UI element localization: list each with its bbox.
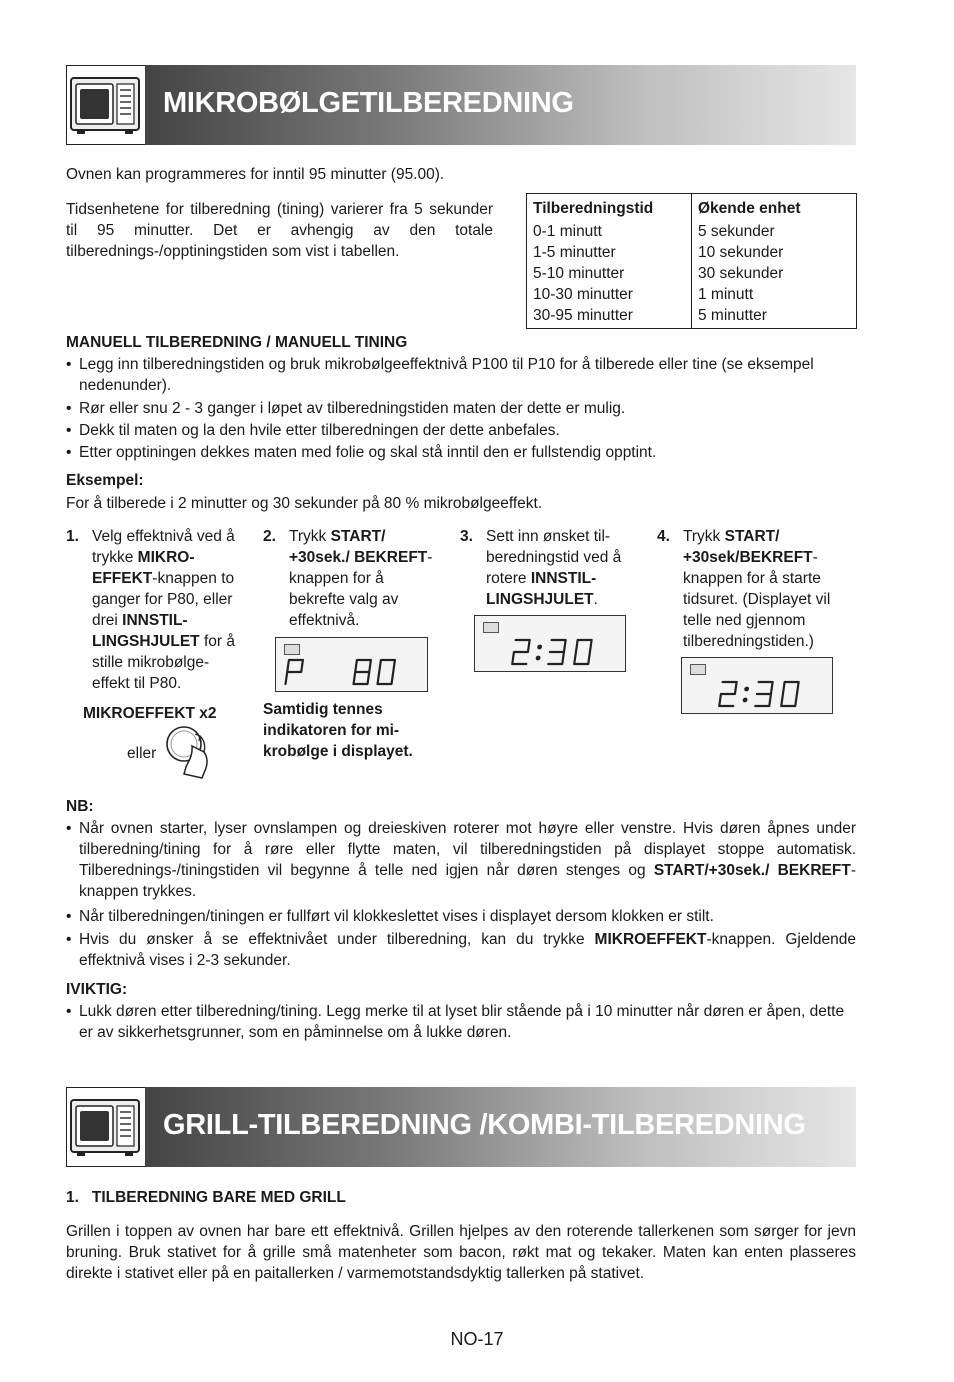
table-row [527, 221, 857, 329]
table-cell: 1 minutt [698, 286, 754, 303]
display-countdown [681, 657, 833, 714]
important-heading: IVIKTIG: [66, 981, 128, 998]
table-cell: 30-95 minutter [533, 307, 633, 324]
section-header-microwave [66, 65, 856, 145]
step-text: -knappen to ganger for P80, eller drei [92, 570, 235, 629]
display-p80 [275, 637, 428, 692]
step-text: -knappen for å starte tidsuret. (Displayet vil telle ned gjennom tilberedningstiden.) [683, 549, 831, 650]
grill-text: Grillen i toppen av ovnen har bare ett effektnivå. Grillen hjelpes av den roterende tallerkenen som sørger for jevn bruning. Bruk stativet for å grille små matenheter som bacon, røkt mat og tekaker. Maten kan enten plasseres direkte i stativet eller på en paitallerken / varmemotstandsdyktig tallerken på stativet. [66, 1223, 856, 1282]
table-header: Tilberedningstid [533, 200, 654, 217]
nb-bold-text: START/+30sek./ BEKREFT [653, 862, 851, 879]
table-cell: 0-1 minutt [533, 223, 602, 240]
step-bold-text: START/ +30sek./ BEKREFT [289, 528, 428, 566]
nb-text: Når ovnen starter, lyser ovnslampen og dreieskiven roterer mot høyre eller venstre. Hvis døren åpnes under tilberedning/tining for å røre eller flytte maten, vil tilberedningstiden på displayet stoppe automatisk. Tilberednings-/tiningstiden vil begynne å telle ned igjen når døren stenges og [79, 820, 856, 879]
microwave-icon [66, 65, 146, 145]
step-text: Velg effektnivå ved å trykke [92, 528, 235, 566]
table-cell: 5 sekunder [698, 223, 775, 240]
example-text: For å tilberede i 2 minutter og 30 sekunder på 80 % mikrobølgeeffekt. [66, 495, 543, 512]
time-increment-table [526, 193, 857, 329]
section-title: GRILL-TILBEREDNING /KOMBI-TILBEREDNING [163, 1109, 806, 1141]
intro-text-1: Ovnen kan programmeres for inntil 95 minutter (95.00). [66, 166, 445, 183]
nb-heading: NB: [66, 798, 94, 815]
dial-knob-icon[interactable] [162, 722, 214, 788]
example-heading: Eksempel: [66, 472, 144, 489]
step-text: for å stille mikrobølge-effekt til P80. [92, 633, 235, 692]
intro-text-2: Tidsenhetene for tilberedning (tining) varierer fra 5 sekunder til 95 minutter. Det er avhengig av den totale tilberednings-/opptiningstiden som vist i tabellen. [66, 201, 493, 260]
nb-bold-text: MIKROEFFEKT [594, 931, 707, 948]
table-cell: 5-10 minutter [533, 265, 625, 282]
step-text: -knappen for å bekrefte valg av effektnivå. [289, 549, 433, 629]
step-bold-text: INNSTIL-LINGSHJULET [486, 570, 597, 608]
table-cell: 30 sekunder [698, 265, 784, 282]
microeffect-label: MIKROEFFEKT x2 [83, 705, 217, 722]
step-text: Sett inn ønsket til-beredningstid ved å rotere [486, 528, 622, 587]
table-header-row [527, 194, 857, 222]
table-cell: 5 minutter [698, 307, 767, 324]
section-title: MIKROBØLGETILBEREDNING [163, 87, 574, 119]
step-bold-text: MIKRO-EFFEKT [92, 549, 195, 587]
step2-note: Samtidig tennes indikatoren for mi-krobølge i displayet. [263, 701, 413, 760]
step-bold-text: INNSTIL-LINGSHJULET [92, 612, 200, 650]
or-label: eller [127, 745, 157, 762]
microwave-icon [66, 1087, 146, 1167]
nb-text: -knappen. Gjeldende effektnivå vises i 2-3 sekunder. [79, 931, 856, 969]
step-bold-text: START/ +30sek/BEKREFT [683, 528, 813, 566]
section-header-grill [66, 1087, 856, 1167]
page-number: NO-17 [450, 1329, 504, 1349]
step-text: . [593, 591, 598, 608]
nb-text: -knappen trykkes. [79, 862, 856, 900]
nb-text: Når tilberedningen/tiningen er fullført vil klokkeslettet vises i displayet dersom klokken er stilt. [79, 908, 714, 925]
table-cell: 10-30 minutter [533, 286, 633, 303]
manual-heading: MANUELL TILBEREDNING / MANUELL TINING [66, 334, 408, 351]
table-header: Økende enhet [698, 200, 801, 217]
table-cell: 10 sekunder [698, 244, 784, 261]
grill-heading: 1. TILBEREDNING BARE MED GRILL [66, 1189, 346, 1206]
step-text: Trykk [683, 528, 725, 545]
display-2-30 [474, 615, 626, 672]
nb-text: Hvis du ønsker å se effektnivået under tilberedning, kan du trykke [79, 931, 595, 948]
table-cell: 1-5 minutter [533, 244, 616, 261]
step-text: Trykk [289, 528, 331, 545]
